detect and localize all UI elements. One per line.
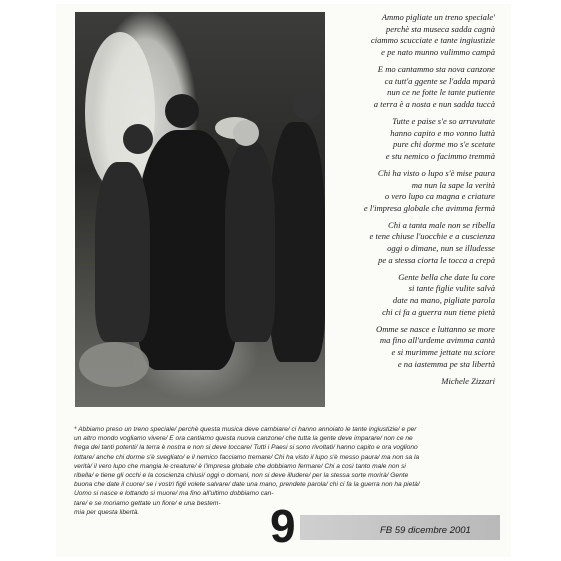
translation-line: frega dei tanti potenti/ la terra è nostra e non si deve toccare/ Tutti i Paesi si sono rivoltati/ hanno capito e ora vogliono <box>74 444 418 452</box>
poem-line: E mo cantammo sta nova canzone <box>377 63 495 74</box>
translation-line: * Abbiamo preso un treno speciale/ perchè questa musica deve cambiare/ ci hanno annoiato le tante ingiustizie/ e per <box>74 426 417 433</box>
poem-line: perchè sta museca sadda cagnà <box>386 23 495 34</box>
issue-info: FB 59 dicembre 2001 <box>380 525 471 536</box>
poem-stanza <box>333 324 495 370</box>
poem-line: Tutte e paise s'e so arruvutate <box>392 115 495 126</box>
translation-line: ribella/ e tiene gli occhi e la coscienza chiusi/ oggi o domani, non si deve illudere/ per la stessa sorte morirà/ Gente <box>74 472 409 480</box>
poem-line: e pe nato munno vulimmo campà <box>381 46 495 57</box>
translation-line: mia per questa libertà. <box>74 508 140 516</box>
poem-stanza <box>333 12 495 58</box>
poem-stanza <box>333 116 495 162</box>
poem-line: Chi a tanta male non se ribella <box>388 219 495 230</box>
poem-line: o vero lupo ca magna e criature <box>384 191 495 202</box>
translation-line: verità/ il vero lupo che mangia le creature/ è l'impresa globale che dobbiamo fermare/ Chi a così tanto male non si <box>74 462 406 470</box>
poem-line: Omme se nasce e luttanno se more <box>375 323 495 334</box>
poem-line: e l'impresa globale che avimma fermà <box>363 202 495 213</box>
poem-stanza <box>333 220 495 266</box>
translation-line: buona che date il cuore/ se i vostri figli volete salvare/ date una mano, prendete parola/ chi ci fa la guerra non ha pietà/ <box>74 481 420 489</box>
poem-line: si tante figlie vulite salvà <box>408 283 495 294</box>
poem-line: Chi ha visto o lupo s'è mise paura <box>377 167 495 178</box>
poem-line: ca tutt'a ggente se l'adda mparà <box>384 75 495 86</box>
poem-line: ma nun la sape la verità <box>411 179 495 190</box>
poem-line: oggi o dimane, nun se illudesse <box>387 243 495 254</box>
poem-line: Gente bella che date lu core <box>398 271 495 282</box>
poem-stanza <box>333 168 495 214</box>
poem-line: e stu nemico o facimmo tremmà <box>385 150 495 161</box>
translation-line: tare/ e se moriamo gettate un fiore/ e una bestem- <box>74 499 221 507</box>
poem <box>333 12 495 387</box>
poem-line: pe a stessa ciorta le tocca a crepà <box>378 254 495 265</box>
poem-stanza <box>333 64 495 110</box>
translation-line: Uomo si nasce e lottando si muore/ ma fino all'ultimo dobbiamo can- <box>74 490 274 498</box>
poem-line: e tene chiuse l'uocchie e a cuscienza <box>369 231 495 242</box>
poem-line: e si murimme jettate nu sciore <box>391 347 495 357</box>
poem-line: date na mano, pigliate parola <box>392 295 495 306</box>
poem-line: ma fino all'urdeme avimma cantà <box>379 335 495 346</box>
poem-line: ciammo scucciate e tante ingiustizie <box>370 35 495 46</box>
poem-line: a terra è a nosta e nun sadda tuccà <box>373 98 495 109</box>
translation-line: un altro mondo vogliamo vivere/ E ora cantiamo questa nuova canzone/ che tutta la gente deve imparare/ non ce ne <box>74 435 413 443</box>
poem-line: e na iastemma pe sta libertà <box>397 358 495 369</box>
page-number: 9 <box>270 500 296 552</box>
poem-line: pure chi dorme mo s'e scetate <box>393 139 495 150</box>
translation-line: lottare/ anche chi dorme s'è svegliato/ e il nemico facciamo tremare/ Chi ha visto il lupo s'è messo paura/ ma non sa la <box>74 453 420 461</box>
poem-author: Michele Zizzari <box>441 375 495 386</box>
poem-stanza <box>333 272 495 318</box>
poem-line: chi ci fa a guerra nun tiene pietà <box>382 306 495 317</box>
poem-line: nun ce ne fotte le tante putiente <box>387 87 495 98</box>
poem-line: hanno capito e mo vonno luttà <box>390 127 495 138</box>
protest-photo <box>75 12 325 407</box>
poem-line: Ammo pigliate un treno speciale' <box>381 12 495 22</box>
